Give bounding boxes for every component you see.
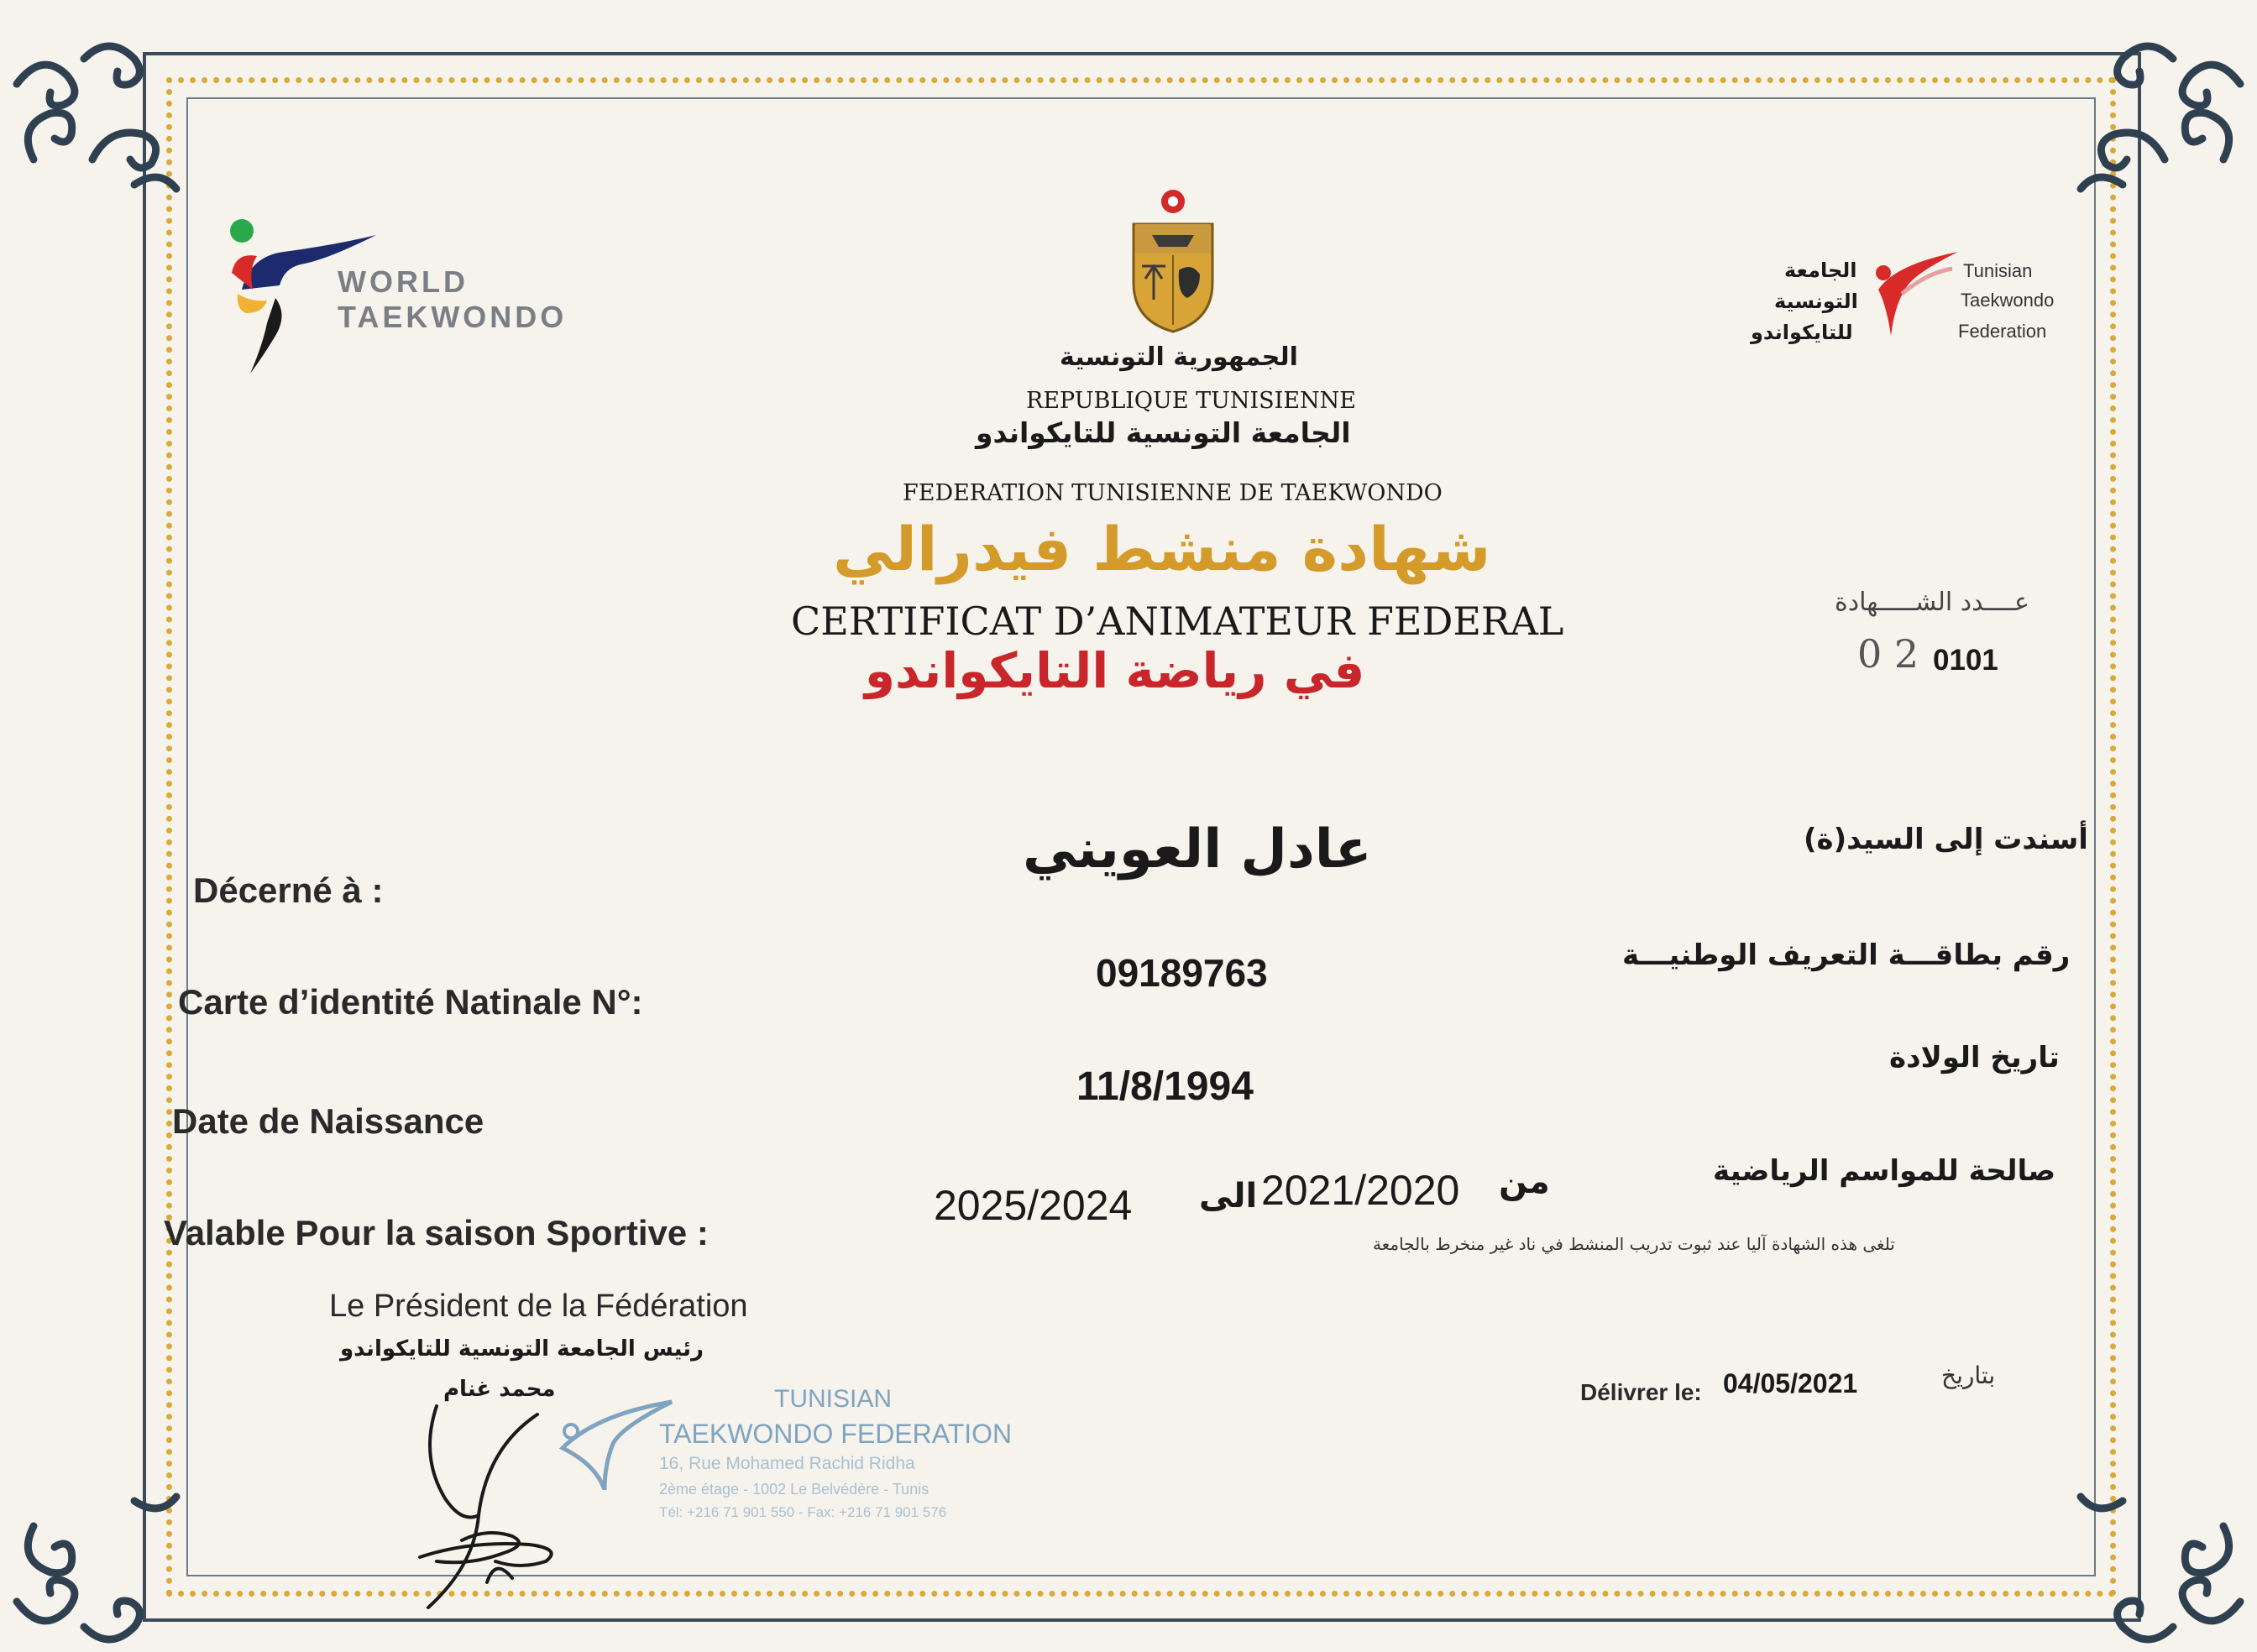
awarded-to-label-fr: Décerné à : (193, 870, 384, 910)
corner-ornament-top-right (2064, 34, 2257, 227)
cancellation-note: تلغى هذه الشهادة آليا عند ثبوت تدريب المنشط في ناد غير منخرط بالجامعة (1373, 1234, 1895, 1254)
certificate-number-printed: 0101 (1933, 644, 1998, 677)
federation-french: FEDERATION TUNISIENNE DE TAEKWONDO (903, 480, 1443, 506)
validity-label-ar: صالحة للمواسم الرياضية (1713, 1154, 2056, 1188)
president-label-ar: رئيس الجامعة التونسية للتايكواندو (340, 1336, 704, 1362)
certificate-number-handwritten: 0 2 (1857, 631, 1919, 677)
title-arabic: شهادة منشط فيدرالي (833, 514, 1491, 584)
world-logo-line2: TAEKWONDO (338, 300, 568, 334)
birth-date-label-ar: تاريخ الولادة (1889, 1041, 2060, 1074)
title-subtitle-arabic: في رياضة التايكواندو (865, 642, 1365, 699)
ttf-logo-ar-line1: الجامعة (1784, 259, 1857, 282)
tunisia-coat-of-arms-icon (1127, 186, 1219, 333)
id-card-label-ar: رقم بطاقـــة التعريف الوطنيـــة (1622, 938, 2071, 972)
stamp-line4: 2ème étage - 1002 Le Belvédère - Tunis (659, 1481, 930, 1498)
birth-date-label-fr: Date de Naissance (172, 1101, 484, 1141)
corner-ornament-bottom-right (2064, 1459, 2257, 1652)
delivery-label-fr: Délivrer le: (1580, 1379, 1702, 1405)
stamp-line1: TUNISIAN (774, 1385, 893, 1413)
certificate-number-label: عــــدد الشـــــهادة (1835, 588, 2029, 617)
awarded-to-label-ar: أسندت إلى السيد(ة) (1804, 823, 2088, 856)
republic-arabic: الجمهورية التونسية (1060, 342, 1298, 372)
ttf-logo-icon (1868, 248, 1961, 344)
corner-ornament-top-left (0, 34, 193, 227)
delivery-date: 04/05/2021 (1723, 1368, 1858, 1398)
president-label-fr: Le Président de la Fédération (329, 1289, 748, 1324)
awarded-to-value: عادل العويني (1023, 818, 1372, 881)
title-french: CERTIFICAT D’ANIMATEUR FEDERAL (791, 599, 1564, 644)
validity-from-word: من (1499, 1163, 1550, 1201)
president-name: محمد غنام (443, 1377, 556, 1402)
ttf-logo-ar-line3: للتايكواندو (1751, 321, 1853, 344)
ttf-logo-en-line2: Taekwondo (1961, 290, 2055, 311)
stamp-line5: Tél: +216 71 901 550 - Fax: +216 71 901 576 (659, 1504, 947, 1520)
ttf-logo-en-line3: Federation (1958, 321, 2047, 342)
corner-ornament-bottom-left (0, 1459, 193, 1652)
republic-french: REPUBLIQUE TUNISIENNE (1026, 388, 1356, 414)
validity-from-value: 2021/2020 (1261, 1167, 1460, 1214)
federation-arabic: الجامعة التونسية للتايكواندو (976, 416, 1351, 449)
validity-to-word: الى (1199, 1177, 1258, 1215)
world-logo-line1: WORLD (338, 264, 469, 299)
validity-to-value: 2025/2024 (934, 1182, 1133, 1229)
id-card-label-fr: Carte d’identité Natinale N°: (178, 982, 643, 1022)
president-signature-icon (403, 1398, 621, 1620)
ttf-logo-ar-line2: التونسية (1774, 290, 1858, 313)
ttf-logo-en-line1: Tunisian (1963, 260, 2033, 281)
stamp-line3: 16, Rue Mohamed Rachid Ridha (659, 1454, 915, 1473)
stamp-line2: TAEKWONDO FEDERATION (659, 1419, 1013, 1449)
delivery-label-ar: بتاريخ (1941, 1362, 1996, 1389)
birth-date-value: 11/8/1994 (1076, 1064, 1254, 1109)
id-card-value: 09189763 (1096, 951, 1268, 995)
validity-label-fr: Valable Pour la saison Sportive : (164, 1213, 709, 1252)
